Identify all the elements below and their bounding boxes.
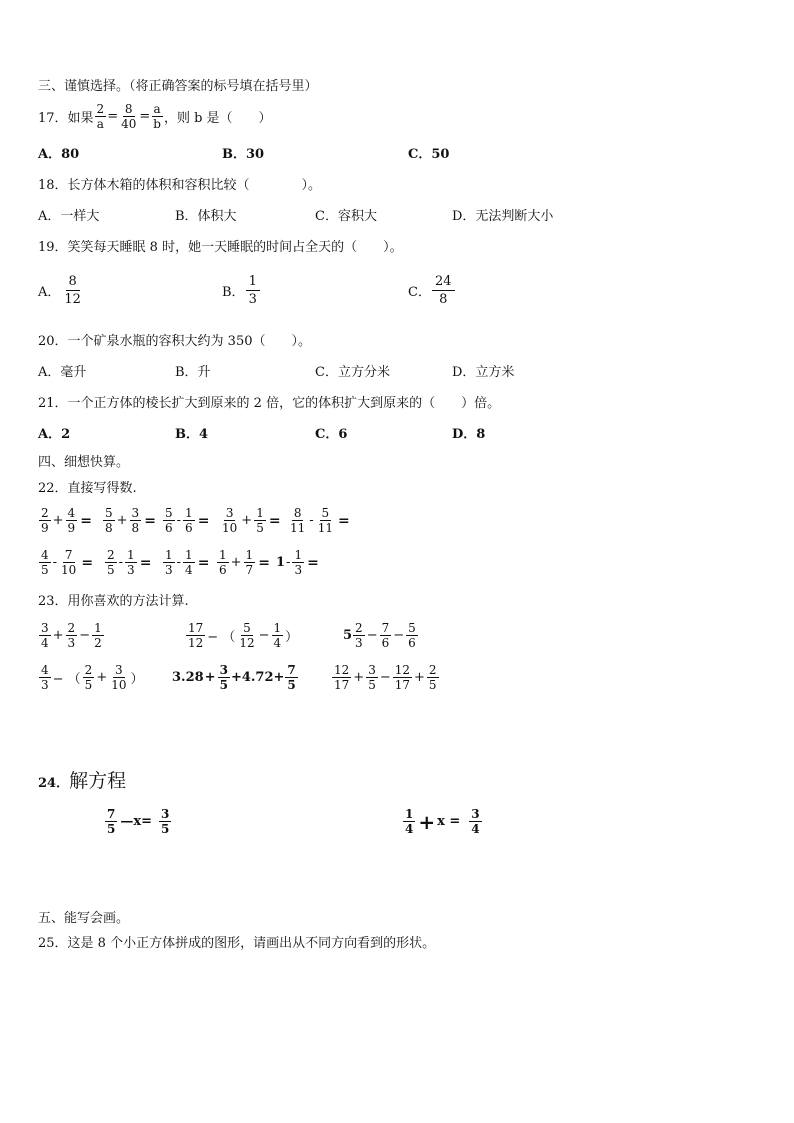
equals-sign: = xyxy=(268,512,281,529)
fraction: $\frac{1}{3}$ xyxy=(127,548,135,577)
q23-expr-3 xyxy=(343,622,419,649)
q18-option-d: D．无法判断大小 xyxy=(452,209,554,224)
q19-option-a xyxy=(38,275,85,306)
q22-expr-6 xyxy=(38,549,93,576)
fraction: $\frac{3}{5}$ xyxy=(368,663,376,692)
q17-prefix: 17．如果 xyxy=(38,111,94,126)
q23-expr-6 xyxy=(331,664,440,691)
fraction: $\frac{3}{8}$ xyxy=(131,506,140,535)
q23-expr-5 xyxy=(172,664,299,691)
fraction: 4 3 xyxy=(41,663,49,692)
question-24-heading xyxy=(38,772,126,791)
question-23: 23．用你喜欢的方法计算. xyxy=(38,594,189,609)
equals-sign: = xyxy=(144,512,156,529)
operator: − （ xyxy=(207,630,236,645)
q17-option-b: B．30 xyxy=(222,147,265,162)
fraction: $\frac{3}{5}$ xyxy=(161,807,170,836)
fraction: $\frac{1}{2}$ xyxy=(94,621,102,650)
equals-sign: = xyxy=(197,554,210,571)
operator: - xyxy=(309,513,314,528)
q22-expr-1 xyxy=(38,507,92,534)
q18-option-a: A．一样大 xyxy=(38,209,100,224)
fraction: 5 6 xyxy=(165,506,173,535)
section-3-title: 三、谨慎选择。（将正确答案的标号填在括号里） xyxy=(38,79,318,94)
fraction: $\frac{a}{b}$ xyxy=(153,102,161,131)
operator: - xyxy=(52,555,58,570)
option-label: B． xyxy=(222,285,245,300)
q22-expr-7 xyxy=(104,549,151,576)
q21-option-a: A．2 xyxy=(38,427,71,442)
q20-option-a: A．毫升 xyxy=(38,365,87,380)
operator: + xyxy=(96,670,108,685)
q17-option-c: C．50 xyxy=(408,147,450,162)
operator: + xyxy=(52,628,64,643)
fraction: 17 12 xyxy=(188,621,204,650)
question-21: 21．一个正方体的棱长扩大到原来的 2 倍，它的体积扩大到原来的（ ）倍。 xyxy=(38,396,501,411)
fraction: 2 9 xyxy=(41,506,49,535)
fraction: 3 4 xyxy=(41,621,49,650)
fraction: 1 3 xyxy=(246,275,260,306)
fraction: 2 3 xyxy=(355,621,363,650)
decimal-number: 3.28 xyxy=(172,670,204,685)
question-number: 24． xyxy=(38,776,70,791)
q22-expr-2 xyxy=(102,507,156,534)
q24-equation-2 xyxy=(402,808,483,835)
operator: + xyxy=(241,513,253,528)
fraction: $\frac{2}{5}$ xyxy=(428,663,437,692)
operator: − xyxy=(258,628,270,643)
equals-sign: = xyxy=(80,512,92,529)
q22-expr-9 xyxy=(216,549,270,576)
fraction: $\frac{1}{4}$ xyxy=(273,621,282,650)
fraction: $\frac{7}{6}$ xyxy=(381,621,390,650)
fraction: $\frac{2}{3}$ xyxy=(67,621,76,650)
fraction: $\frac{1}{7}$ xyxy=(245,548,254,577)
operator: - xyxy=(176,555,182,570)
q22-expr-8 xyxy=(162,549,209,576)
equation-middle: —x= xyxy=(120,814,153,829)
option-label: C． xyxy=(408,285,431,300)
fraction: 8 11 xyxy=(290,506,306,535)
fraction: $\frac{3}{4}$ xyxy=(471,807,480,836)
q17-suffix: ，则 b 是（ ） xyxy=(163,111,272,126)
equals-sign: = xyxy=(139,554,152,571)
q19-option-c xyxy=(408,275,456,306)
operator: - xyxy=(118,555,124,570)
q19-option-b xyxy=(222,275,261,306)
plus-sign: + xyxy=(418,809,436,834)
equals-sign: = xyxy=(107,109,119,124)
equation-middle: x = xyxy=(437,814,461,829)
operator: − xyxy=(366,628,378,643)
fraction: 2 5 xyxy=(107,548,115,577)
equals-sign: = xyxy=(197,512,210,529)
fraction: 2 5 xyxy=(84,663,93,692)
q21-option-c: C．6 xyxy=(315,427,348,442)
operator: − （ xyxy=(52,672,81,687)
question-18: 18．长方体木箱的体积和容积比较（ ）。 xyxy=(38,178,322,193)
equals-sign: = xyxy=(337,512,350,529)
operator: + xyxy=(52,513,64,528)
q17-option-a: A．80 xyxy=(38,147,80,162)
q20-option-d: D．立方米 xyxy=(452,365,515,380)
operator: − xyxy=(79,628,91,643)
fraction: 4 5 xyxy=(41,548,49,577)
question-22: 22．直接写得数. xyxy=(38,481,137,496)
q18-option-c: C．容积大 xyxy=(315,209,377,224)
q20-option-b: B．升 xyxy=(175,365,211,380)
q21-option-b: B．4 xyxy=(175,427,209,442)
fraction: $\frac{1}{3}$ xyxy=(294,548,303,577)
question-24-title: 解方程 xyxy=(69,770,127,792)
bracket: ） xyxy=(285,630,299,645)
question-19: 19．笑笑每天睡眠 8 时，她一天睡眠的时间占全天的（ ）。 xyxy=(38,240,403,255)
operator: + xyxy=(116,513,128,528)
q23-expr-2 xyxy=(185,622,299,649)
bracket: ） xyxy=(130,672,144,687)
fraction: 8 12 xyxy=(64,274,81,307)
equals-sign: = xyxy=(81,554,94,571)
section-4-title: 四、细想快算。 xyxy=(38,455,130,470)
q18-option-b: B．体积大 xyxy=(175,209,237,224)
fraction: $\frac{1}{6}$ xyxy=(185,506,193,535)
fraction: 5 8 xyxy=(105,506,113,535)
fraction: $\frac{12}{17}$ xyxy=(394,663,411,692)
fraction: $\frac{2}{a}$ xyxy=(96,102,105,131)
q22-expr-4 xyxy=(219,507,281,534)
operator: + xyxy=(230,555,242,570)
fraction: 5 12 xyxy=(239,621,255,650)
q21-option-d: D．8 xyxy=(452,427,486,442)
fraction: $\frac{1}{5}$ xyxy=(256,506,264,535)
fraction: $\frac{4}{9}$ xyxy=(67,506,76,535)
question-25: 25．这是 8 个小正方体拼成的图形，请画出从不同方向看到的形状。 xyxy=(38,936,436,951)
section-5-title: 五、能写会画。 xyxy=(38,911,130,926)
operator: + xyxy=(204,670,216,685)
fraction: 24 8 xyxy=(432,275,455,306)
equals-sign: = xyxy=(139,109,151,124)
q24-equation-1 xyxy=(104,808,172,835)
fraction: 1 6 xyxy=(219,548,227,577)
fraction: $\frac{5}{11}$ xyxy=(317,506,333,535)
q22-expr-5 xyxy=(287,507,350,534)
q23-expr-1 xyxy=(38,622,105,649)
fraction: 3 10 xyxy=(222,506,238,535)
equals-sign: = xyxy=(307,554,319,571)
whole-number: 1 xyxy=(276,555,286,570)
operator: - xyxy=(176,513,182,528)
fraction: $\frac{3}{5}$ xyxy=(219,663,228,692)
fraction: $\frac{7}{10}$ xyxy=(61,548,77,577)
question-17 xyxy=(38,103,272,130)
q22-expr-3 xyxy=(162,507,209,534)
fraction: 7 5 xyxy=(107,807,116,836)
whole-number: 5 xyxy=(343,628,353,643)
operator: + xyxy=(414,670,425,685)
operator: + xyxy=(353,670,365,685)
question-20: 20．一个矿泉水瓶的容积大约为 350（ ）。 xyxy=(38,334,311,349)
operator: - xyxy=(286,555,291,570)
decimal-part: +4.72+ xyxy=(230,670,285,685)
q23-expr-4 xyxy=(38,664,145,691)
fraction: $\frac{1}{4}$ xyxy=(185,548,193,577)
q20-option-c: C．立方分米 xyxy=(315,365,390,380)
fraction: $\frac{3}{10}$ xyxy=(111,663,127,692)
operator: − xyxy=(393,628,405,643)
fraction: 1 4 xyxy=(405,807,414,836)
equals-sign: = xyxy=(258,554,270,571)
fraction: $\frac{8}{40}$ xyxy=(121,102,137,131)
q22-expr-10 xyxy=(276,549,319,576)
fraction: $\frac{7}{5}$ xyxy=(287,663,296,692)
operator: − xyxy=(379,670,391,685)
fraction: 12 17 xyxy=(334,663,350,692)
fraction: $\frac{5}{6}$ xyxy=(408,621,416,650)
option-label: A． xyxy=(38,285,61,300)
fraction: 1 3 xyxy=(165,548,173,577)
